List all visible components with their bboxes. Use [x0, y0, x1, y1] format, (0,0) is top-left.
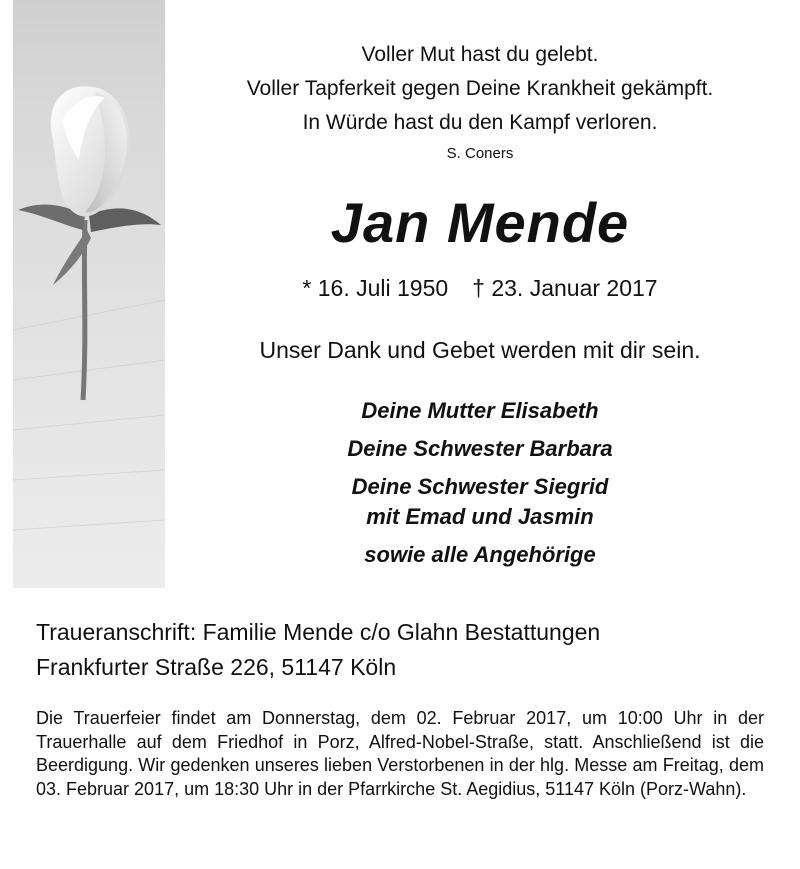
motto-line-2: Voller Tapferkeit gegen Deine Krankheit gekämpft. [246, 77, 714, 100]
family-member: Deine Mutter Elisabeth [361, 398, 599, 423]
address-line-2: Frankfurter Straße 226, 51147 Köln [36, 654, 397, 680]
motto-line-1: Voller Mut hast du gelebt. [361, 43, 599, 66]
family-member: mit Emad und Jasmin [366, 504, 594, 529]
rose-icon [13, 0, 165, 588]
funeral-notice: Die Trauerfeier findet am Donnerstag, dem 02. Februar 2017, um 10:00 Uhr in der Trauerhalle auf dem Friedhof in Porz, Alfred-Nobel-Straße, statt. Anschließend ist die Beerdigung. Wir gedenken unseres lieben Verstorbenen in der hlg. Messe am Freitag, dem 03. Februar 2017, um 18:30 Uhr in der Pfarrkirche St. Aegidius, 51147 Köln (Porz-Wahn). [36, 708, 764, 799]
family-list [180, 396, 780, 570]
motto-author: S. Coners [446, 145, 514, 162]
mourning-address [36, 615, 776, 685]
thanks-line: Unser Dank und Gebet werden mit dir sein. [259, 337, 701, 363]
family-member: Deine Schwester Siegrid [351, 474, 609, 499]
motto-line-3: In Würde hast du den Kampf verloren. [302, 111, 658, 134]
life-dates [180, 275, 780, 302]
family-member: sowie alle Angehörige [364, 542, 596, 567]
deceased-name: Jan Mende [330, 191, 630, 254]
address-line-1: Traueranschrift: Familie Mende c/o Glahn Bestattungen [36, 619, 601, 645]
death-date: † 23. Januar 2017 [472, 275, 658, 301]
rose-image [13, 0, 165, 588]
birth-date: * 16. Juli 1950 [302, 275, 449, 301]
motto [180, 38, 780, 140]
family-member: Deine Schwester Barbara [347, 436, 613, 461]
